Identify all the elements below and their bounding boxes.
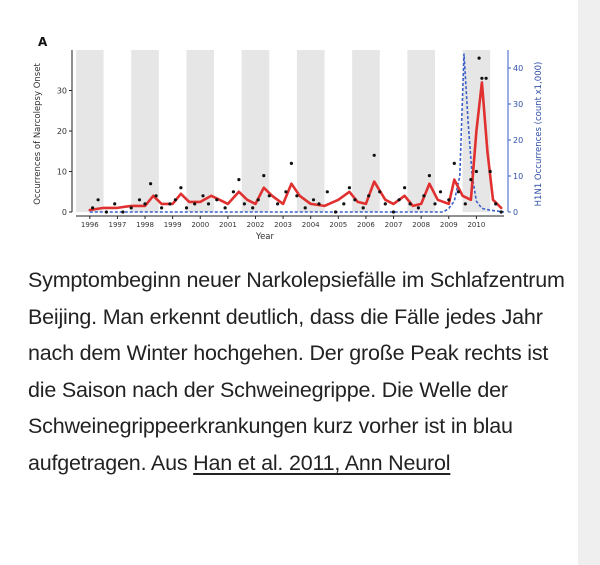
onset-data-point (373, 154, 376, 157)
narcolepsy-chart (28, 30, 560, 245)
figure-caption (28, 262, 568, 481)
y-tick-label-right: 0 (513, 208, 519, 217)
onset-data-point (428, 174, 431, 177)
onset-data-point (215, 198, 218, 201)
x-tick-label: 2007 (384, 221, 403, 229)
onset-data-point (353, 198, 356, 201)
y-axis-label-right: H1N1 Occurrences (count x1,000) (534, 61, 544, 207)
onset-data-point (348, 186, 351, 189)
x-axis-label: Year (256, 232, 274, 242)
onset-data-point (485, 77, 488, 80)
onset-data-point (121, 210, 124, 213)
onset-data-point (268, 194, 271, 197)
year-band (76, 50, 104, 212)
year-band (186, 50, 214, 212)
onset-data-point (398, 198, 401, 201)
onset-data-point (105, 210, 108, 213)
onset-data-point (237, 178, 240, 181)
onset-data-point (457, 190, 460, 193)
onset-data-point (91, 206, 94, 209)
onset-data-point (284, 190, 287, 193)
onset-data-point (138, 198, 141, 201)
x-tick-label: 2004 (301, 221, 320, 229)
onset-data-point (160, 206, 163, 209)
x-tick-label: 1998 (136, 221, 154, 229)
x-tick-label: 2005 (329, 221, 348, 229)
x-tick-label: 1999 (163, 221, 182, 229)
onset-data-point (464, 202, 467, 205)
onset-data-point (326, 190, 329, 193)
x-tick-label: 2001 (218, 221, 237, 229)
year-band (297, 50, 325, 212)
onset-data-point (168, 202, 171, 205)
onset-data-point (185, 206, 188, 209)
onset-data-point (262, 174, 265, 177)
onset-data-point (469, 178, 472, 181)
x-tick-label: 2009 (439, 221, 458, 229)
onset-data-point (475, 170, 478, 173)
x-tick-label: 2002 (246, 221, 265, 229)
x-tick-label: 2000 (191, 221, 210, 229)
onset-data-point (251, 206, 254, 209)
y-tick-label-right: 20 (513, 136, 524, 145)
onset-data-point (384, 202, 387, 205)
onset-data-point (232, 190, 235, 193)
y-tick-label-left: 0 (61, 208, 67, 217)
onset-data-point (447, 198, 450, 201)
onset-data-point (276, 202, 279, 205)
onset-data-point (149, 182, 152, 185)
onset-data-point (392, 210, 395, 213)
x-tick-label: 1997 (108, 221, 127, 229)
onset-data-point (367, 194, 370, 197)
onset-data-point (494, 202, 497, 205)
onset-data-point (201, 194, 204, 197)
onset-data-point (243, 202, 246, 205)
onset-data-point (378, 190, 381, 193)
x-tick-label: 2003 (274, 221, 293, 229)
panel-letter: A (38, 35, 48, 49)
onset-data-point (489, 170, 492, 173)
right-side-panel (578, 0, 600, 565)
y-tick-label-right: 30 (513, 100, 524, 109)
onset-data-point (143, 202, 146, 205)
x-tick-label: 2010 (467, 221, 486, 229)
onset-data-point (97, 198, 100, 201)
y-axis-label-left: Occurrences of Narcolepsy Onset (33, 63, 43, 205)
onset-data-point (224, 206, 227, 209)
onset-data-point (403, 186, 406, 189)
onset-data-point (317, 202, 320, 205)
onset-data-point (290, 162, 293, 165)
onset-data-point (439, 190, 442, 193)
caption-text: Symptombeginn neuer Narkolepsiefälle im Schlafzentrum Beijing. Man erkennt deutlich, dass die Fälle jedes Jahr nach dem Winter hochgehen. Der große Peak rechts ist die Saison nach der Schweinegrippe. Die Welle der Schweinegrippeerkrankungen kurz vorher ist in blau aufgetragen. Aus (28, 268, 565, 475)
onset-data-point (130, 206, 133, 209)
onset-data-point (422, 194, 425, 197)
onset-data-point (257, 198, 260, 201)
x-tick-label: 2008 (412, 221, 431, 229)
citation-link[interactable]: Han et al. 2011, Ann Neurol (193, 450, 451, 475)
year-band (352, 50, 380, 212)
onset-data-point (417, 206, 420, 209)
onset-data-point (304, 206, 307, 209)
onset-data-point (342, 202, 345, 205)
onset-data-point (453, 162, 456, 165)
onset-data-point (433, 202, 436, 205)
y-tick-label-left: 30 (56, 86, 67, 96)
onset-data-point (312, 198, 315, 201)
onset-data-point (480, 77, 483, 80)
onset-data-point (334, 210, 337, 213)
onset-data-point (155, 194, 158, 197)
onset-data-point (478, 57, 481, 60)
onset-data-point (409, 202, 412, 205)
onset-data-point (500, 210, 503, 213)
narcolepsy-chart-figure (28, 30, 560, 245)
y-tick-label-left: 10 (56, 167, 67, 177)
onset-data-point (193, 202, 196, 205)
onset-data-point (179, 186, 182, 189)
year-band (131, 50, 159, 212)
onset-data-point (113, 202, 116, 205)
y-tick-label-right: 40 (513, 64, 524, 73)
onset-data-point (362, 206, 365, 209)
x-tick-label: 2006 (357, 221, 375, 229)
onset-data-point (207, 202, 210, 205)
onset-data-point (295, 194, 298, 197)
y-tick-label-left: 20 (56, 127, 67, 136)
y-tick-label-right: 10 (513, 172, 524, 181)
x-tick-label: 1996 (80, 221, 99, 229)
onset-data-point (174, 198, 177, 201)
